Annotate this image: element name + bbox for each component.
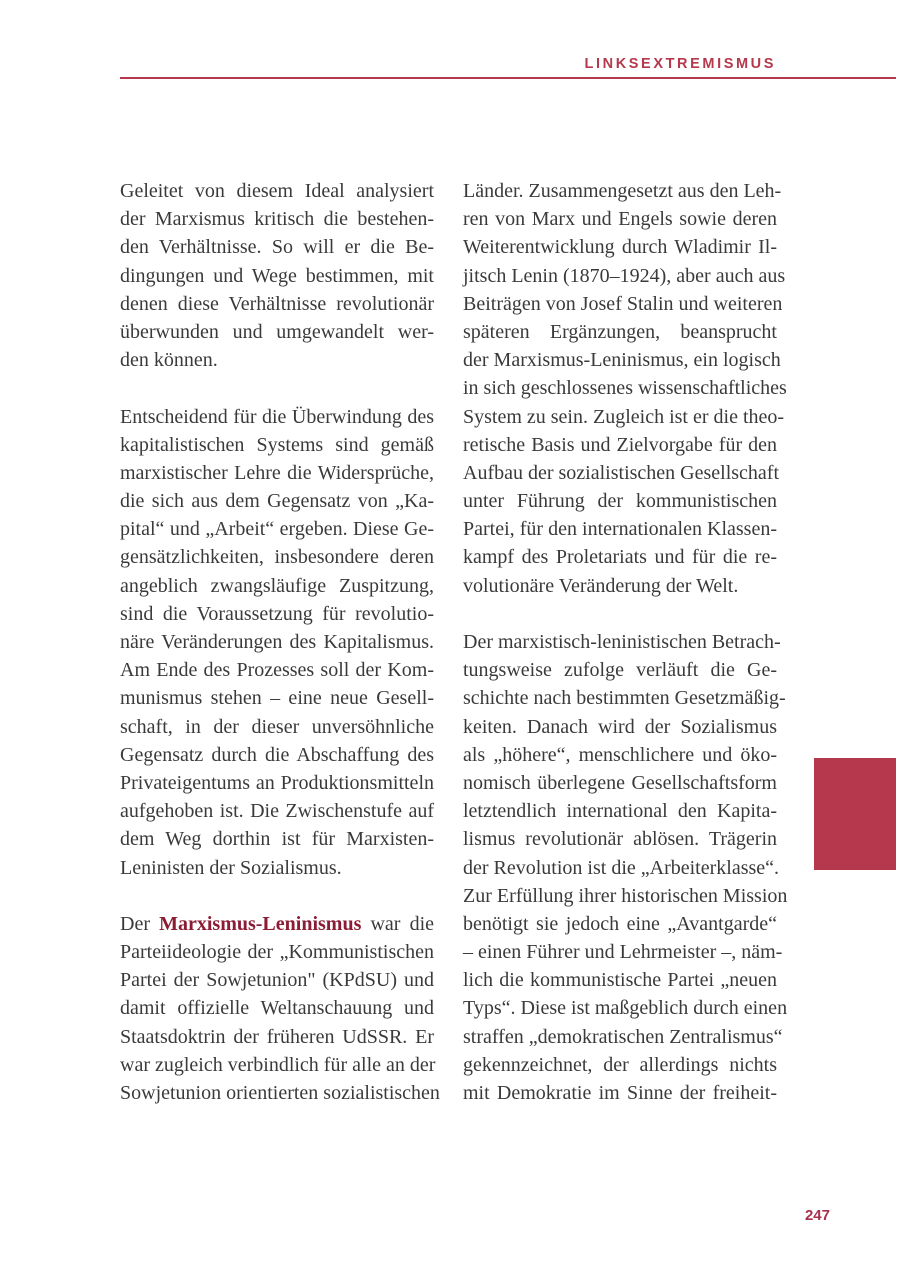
text-line: dingungen und Wege bestimmen, mit bbox=[120, 264, 434, 287]
text-line: war zugleich verbindlich für alle an der bbox=[120, 1053, 436, 1076]
text-line: Partei der Sowjetunion" (KPdSU) und bbox=[120, 969, 434, 992]
text-line: Entscheidend für die Überwindung des bbox=[120, 405, 434, 428]
text-line: der Revolution ist die „Arbeiterklasse“. bbox=[463, 856, 780, 879]
text-line: Zur Erfüllung ihrer historischen Mission bbox=[463, 884, 788, 907]
text-line bbox=[120, 910, 434, 938]
text-line: retische Basis und Zielvorgabe für den bbox=[463, 433, 777, 456]
text-line: Der marxistisch-leninistischen Betrach- bbox=[463, 631, 781, 653]
text-line: mit Demokratie im Sinne der freiheit- bbox=[463, 1082, 777, 1104]
text-line: schaft, in der dieser unversöhnliche bbox=[120, 715, 434, 738]
text-line: Weiterentwicklung durch Wladimir Il- bbox=[463, 236, 777, 259]
left-text-column bbox=[120, 177, 440, 1107]
text-line: kampf des Proletariats und für die re- bbox=[463, 546, 777, 569]
text-line: lismus revolutionär ablösen. Trägerin bbox=[463, 828, 777, 851]
paragraph-gap bbox=[120, 374, 434, 402]
text-line: Typs“. Diese ist maßgeblich durch einen bbox=[463, 997, 788, 1020]
text-line: Leninisten der Sozialismus. bbox=[120, 856, 342, 879]
paragraph-composition bbox=[463, 177, 787, 600]
chapter-thumb-tab bbox=[814, 758, 896, 870]
text-fragment: Der bbox=[120, 912, 160, 935]
text-line: Staatsdoktrin der früheren UdSSR. Er bbox=[120, 1025, 434, 1048]
text-line: tungsweise zufolge verläuft die Ge- bbox=[463, 659, 777, 682]
text-line: Länder. Zusammengesetzt aus den Leh- bbox=[463, 180, 782, 202]
text-line: marxistischer Lehre die Widersprüche, bbox=[120, 461, 434, 484]
text-line: als „höhere“, menschlichere und öko- bbox=[463, 743, 777, 766]
text-line: kapitalistischen Systems sind gemäß bbox=[120, 433, 434, 456]
text-line: Beiträgen von Josef Stalin und weiteren bbox=[463, 292, 783, 315]
paragraph-historical-laws bbox=[463, 628, 788, 1107]
text-line: volutionäre Veränderung der Welt. bbox=[463, 574, 739, 597]
header-rule-divider bbox=[120, 77, 896, 79]
right-text-column bbox=[463, 177, 788, 1107]
text-line: näre Veränderungen des Kapitalismus. bbox=[120, 631, 434, 653]
text-line: unter Führung der kommunistischen bbox=[463, 490, 777, 513]
running-head-section-title: LINKSEXTREMISMUS bbox=[584, 56, 776, 72]
text-line: munismus stehen – eine neue Gesell- bbox=[120, 687, 434, 710]
text-line: straffen „demokratischen Zentralismus“ bbox=[463, 1025, 783, 1048]
text-line: in sich geschlossenes wissenschaftliches bbox=[463, 377, 787, 400]
text-line: späteren Ergänzungen, beansprucht bbox=[463, 320, 777, 343]
text-line: gensätzlichkeiten, insbesondere deren bbox=[120, 546, 434, 569]
text-line: ren von Marx und Engels sowie deren bbox=[463, 208, 777, 231]
text-line: damit offizielle Weltanschauung und bbox=[120, 997, 434, 1020]
text-line: jitsch Lenin (1870–1924), aber auch aus bbox=[463, 264, 786, 287]
text-line: Privateigentums an Produktionsmitteln bbox=[120, 771, 434, 794]
paragraph-gap bbox=[120, 882, 434, 910]
text-line: angeblich zwangsläufige Zuspitzung, bbox=[120, 574, 434, 597]
paragraph-gap bbox=[463, 600, 777, 628]
text-line: – einen Führer und Lehrmeister –, näm- bbox=[463, 941, 783, 964]
text-line: den Verhältnisse. So will er die Be- bbox=[120, 236, 434, 259]
glossary-term-marxismus-leninismus[interactable]: Marxismus-Leninismus bbox=[159, 912, 362, 935]
page-number: 247 bbox=[804, 1207, 830, 1224]
text-line: letztendlich international den Kapita- bbox=[463, 800, 777, 823]
text-line: Parteiideologie der „Kommunistischen bbox=[120, 941, 434, 964]
text-line: System zu sein. Zugleich ist er die theo- bbox=[463, 405, 785, 428]
text-line: Partei, für den internationalen Klassen- bbox=[463, 518, 777, 541]
text-line: aufgehoben ist. Die Zwischenstufe auf bbox=[120, 800, 434, 823]
text-line: lich die kommunistische Partei „neuen bbox=[463, 969, 777, 992]
paragraph-ideal-analysis bbox=[120, 177, 434, 374]
text-line: der Marxismus-Leninismus, ein logisch bbox=[463, 349, 781, 372]
text-line: die sich aus dem Gegensatz von „Ka- bbox=[120, 490, 434, 513]
text-line: schichte nach bestimmten Gesetzmäßig- bbox=[463, 687, 786, 710]
text-line: keiten. Danach wird der Sozialismus bbox=[463, 715, 777, 738]
text-line: benötigt sie jedoch eine „Avantgarde“ bbox=[463, 912, 777, 935]
text-line: Geleitet von diesem Ideal analysiert bbox=[120, 180, 434, 202]
text-line: den können. bbox=[120, 349, 218, 372]
text-line: gekennzeichnet, der allerdings nichts bbox=[463, 1053, 777, 1076]
text-line: denen diese Verhältnisse revolutionär bbox=[120, 292, 434, 315]
text-line: Sowjetunion orientierten sozialistischen bbox=[120, 1082, 440, 1104]
text-line: Am Ende des Prozesses soll der Kom- bbox=[120, 659, 434, 682]
text-line: dem Weg dorthin ist für Marxisten- bbox=[120, 828, 434, 851]
text-line: nomisch überlegene Gesellschaftsform bbox=[463, 771, 777, 794]
paragraph-marxism-leninism bbox=[120, 910, 440, 1107]
text-fragment: war die bbox=[361, 912, 435, 935]
text-line: Aufbau der sozialistischen Gesellschaft bbox=[463, 461, 780, 484]
text-line: Gegensatz durch die Abschaffung des bbox=[120, 743, 434, 766]
text-line: sind die Voraussetzung für revolutio- bbox=[120, 602, 434, 625]
text-line: pital“ und „Arbeit“ ergeben. Diese Ge- bbox=[120, 518, 434, 541]
paragraph-capital-labour bbox=[120, 403, 434, 882]
text-line: überwunden und umgewandelt wer- bbox=[120, 320, 434, 343]
text-line: der Marxismus kritisch die bestehen- bbox=[120, 208, 434, 231]
